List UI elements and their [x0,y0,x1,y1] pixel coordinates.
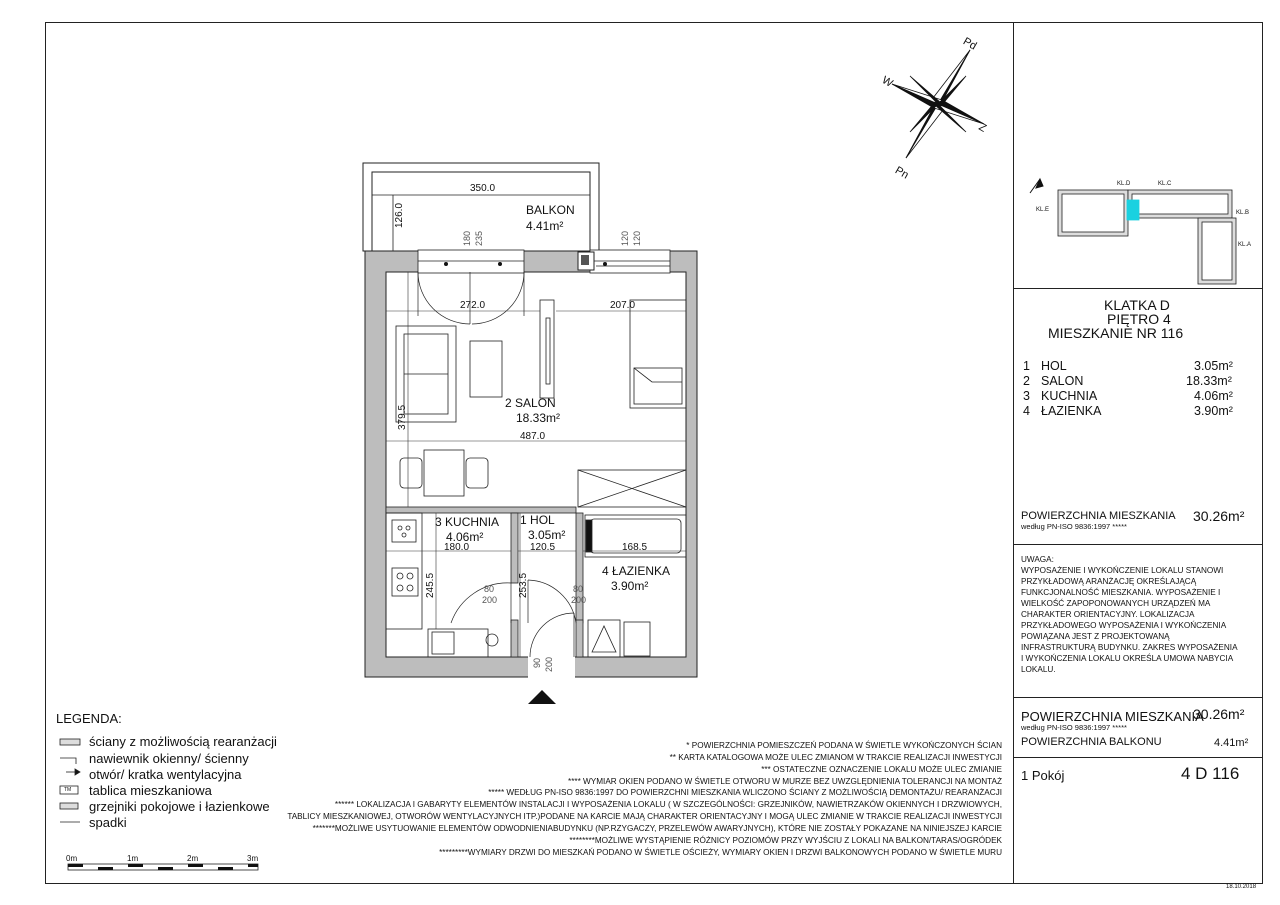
compass-label-s: Pn [892,164,911,182]
legend-item: ściany z możliwością rearanżacji [89,734,277,749]
room-row-area: 18.33m² [1186,374,1232,388]
dim-3795: 379.5 [397,404,408,430]
wardrobe [578,470,686,507]
scale-label: 0m [66,854,78,863]
door-mark-e-b: 200 [544,656,554,672]
room-row-num: 3 [1023,389,1030,403]
door-mark-k-b: 200 [482,595,498,605]
key-plan [1058,190,1236,284]
lazienka-area: 3.90m² [611,579,649,593]
dim-272: 272.0 [460,300,486,311]
dim-2535: 253.5 [518,572,529,598]
kuchnia-label: 3 KUCHNIA [435,515,500,529]
dim-487: 487.0 [520,431,546,442]
uwaga-line: CHARAKTER ORIENTACYJNY. LOKALIZACJA [1021,610,1195,619]
door-mark-h-b: 200 [571,595,587,605]
balkon-value: 4.41m² [1214,737,1249,749]
room-row-name: KUCHNIA [1041,389,1098,403]
outer-walls [365,251,697,677]
key-plan-north-icon [1030,179,1043,193]
pow-sub: według PN-ISO 9836:1997 ***** [1021,522,1127,531]
legend-item: grzejniki pokojowe i łazienkowe [89,799,270,814]
entrance-arrow-icon [528,690,556,704]
door-mark-k-a: 80 [484,584,495,594]
legend-item: nawiewnik okienny/ ścienny [89,751,249,766]
uwaga-line: POWIĄZANA JEST Z PROJEKTOWANĄ [1021,632,1170,641]
tv-cabinet [540,300,554,398]
pietro-title: PIĘTRO 4 [1107,311,1171,327]
room-row-area: 3.90m² [1194,404,1233,418]
keyplan-label-d: KL.D [1117,181,1131,187]
lazienka-label: 4 ŁAZIENKA [602,564,671,578]
keyplan-label-c: KL.C [1158,181,1172,187]
window-mark-235: 235 [474,230,484,246]
room-row-name: SALON [1041,374,1084,388]
window-opening-2 [590,250,670,273]
room-row-name: HOL [1041,359,1067,373]
pow-label: POWIERZCHNIA MIESZKANIA [1021,510,1176,522]
apartment-code: 4 D 116 [1181,764,1240,783]
door-mark-h-a: 80 [573,584,584,594]
dim-180: 180.0 [444,542,470,553]
window-mark-120b: 120 [632,230,642,246]
compass-icon [892,50,984,158]
room-row-area: 3.05m² [1194,359,1233,373]
mieszkanie-title: MIESZKANIE NR 116 [1048,325,1184,341]
uwaga-line: I WYKOŃCZENIA LOKALU OKREŚLA UMOWA NABYCIA [1021,654,1234,663]
uwaga-line: INFRASTRUKTURĄ BUDYNKU. ZAKRES WYPOSAŻENIA [1021,643,1238,652]
hol-area: 3.05m² [528,528,566,542]
room-row-name: ŁAZIENKA [1041,404,1102,418]
compass-label-n: Pd [960,35,979,53]
footnote: ********MOŻLIWE WYSTĄPIENIE RÓŻNICY POZIOMÓW PRZY WYJŚCIU Z LOKALI NA BALKON/TARAS/OGRÓDEK [569,836,1002,845]
uwaga-line: PRZYKŁADOWEGO WYPOSAŻENIA I WYKOŃCZENIA [1021,621,1227,630]
room-row-num: 4 [1023,404,1030,418]
footnote: * POWIERZCHNIA POMIESZCZEŃ PODANA W ŚWIETLE WYKOŃCZONYCH ŚCIAN [686,741,1002,750]
legend-symbols [60,739,80,822]
dim-207: 207.0 [610,300,636,311]
footnote: ****** LOKALIZACJA I GABARYTY ELEMENTÓW INSTALACJI I WYPOSAŻENIA LOKALU ( W SZCZEGÓLNOŚCI: GRZEJNIKÓW, NAWIETRZAKÓW OKIENNYCH I DRZWIOWYCH, [334,800,1002,809]
balcony-depth-dim: 126.0 [394,202,405,228]
uwaga-line: PRZYKŁADOWĄ ARANŻACJĘ OKREŚLAJĄCĄ [1021,577,1197,586]
uwaga-line: FUNKCJONALNOŚĆ MIESZKANIA. WYPOSAŻENIE I [1021,588,1221,597]
scale-bar [68,864,258,870]
door-mark-e-a: 90 [532,657,542,668]
window-mark-180: 180 [462,230,472,246]
window-opening-1 [418,250,524,273]
klatka-title: KLATKA D [1104,297,1170,313]
scale-label: 3m [247,854,259,863]
footnote: ***** WEDŁUG PN-ISO 9836:1997 DO POWIERZCHNI MIESZKANIA WLICZONO ŚCIANY Z MOŻLIWOŚCIĄ DEMONTAŻU/ REARANŻACJI [488,788,1002,797]
dim-1205: 120.5 [530,542,556,553]
pow2-value: 30.26m² [1193,706,1245,722]
date-stamp: 18.10.2018 [1226,884,1257,890]
room-row-num: 2 [1023,374,1030,388]
footnote: *******MOŻLIWE USYTUOWANIE ELEMENTÓW ODWODNIENIABUDYNKU (NP.RZYGACZY, PRZELEWÓW AWARYJNYCH), KTÓRE NIE ZOSTAŁY POKAZANE NA NINIEJSZEJ KARCIE [312,824,1002,833]
uwaga-line: LOKALU. [1021,665,1056,674]
hol-label: 1 HOL [520,513,555,527]
compass-label-w: W [879,74,895,90]
balkon-label: POWIERZCHNIA BALKONU [1021,736,1162,748]
coffee-table [470,341,502,397]
footnote: **** WYMIAR OKIEN PODANO W ŚWIETLE OTWORU W MURZE BEZ UWZGLĘDNIENIA TOLERANCJI NA MONTAŻ [568,777,1002,786]
footnote: *********WYMIARY DRZWI DO MIESZKAŃ PODANO W ŚWIETLE OŚCIEŻY, WYMIARY OKIEN I DRZWI BALKONOWYCH PODANO W ŚWIETLE MURU [439,848,1002,857]
footnote: TABLICY MIESZKANIOWEJ, OTWORÓW WENTYLACYJNYCH ITP.)PODANE NA KARCIE MAJĄ CHARAKTER ORIENTACYJNY I MOGĄ ULEC ZMIANIE W TRAKCIE REALIZACJI INWESTYCJI [287,812,1002,821]
room-row-num: 1 [1023,359,1030,373]
legend-tm: TM [64,787,72,793]
keyplan-label-e: KL.E [1036,207,1050,213]
keyplan-label-b: KL.B [1236,210,1250,216]
salon-label: 2 SALON [505,396,556,410]
pow2-label: POWIERZCHNIA MIESZKANIA [1021,709,1204,724]
balcony-area: 4.41m² [526,219,564,233]
uwaga-line: WIELKOŚĆ ZAPOPONOWANYCH URZĄDZEŃ MA [1021,599,1211,608]
scale-label: 1m [127,854,139,863]
pow2-sub: według PN-ISO 9836:1997 ***** [1021,723,1127,732]
legend-item: otwór/ kratka wentylacyjna [89,767,242,782]
balcony-width-dim: 350.0 [470,183,496,194]
window-mark-120a: 120 [620,230,630,246]
uwaga-line: WYPOSAŻENIE I WYKOŃCZENIE LOKALU STANOWI [1021,566,1224,575]
room-row-area: 4.06m² [1194,389,1233,403]
pokoj-label: 1 Pokój [1021,768,1065,783]
compass-label-e: Z [976,121,989,135]
keyplan-label-a: KL.A [1238,242,1252,248]
pow-value: 30.26m² [1193,508,1245,524]
legend-title: LEGENDA: [56,711,122,726]
kuchnia-area: 4.06m² [446,530,484,544]
footnote: ** KARTA KATALOGOWA MOŻE ULEC ZMIANOM W TRAKCIE REALIZACJI INWESTYCJI [669,753,1002,762]
legend-item: tablica mieszkaniowa [89,783,212,798]
salon-area: 18.33m² [516,411,561,425]
scale-label: 2m [187,854,199,863]
balcony-name: BALKON [526,203,575,217]
footnote: *** OSTATECZNE OZNACZENIE LOKALU MOŻE ULEC ZMIANIE [761,765,1002,774]
bathroom-fixtures [588,620,650,657]
legend-item: spadki [89,815,127,830]
dining-set [400,450,488,496]
dim-1685: 168.5 [622,542,648,553]
dim-2455: 245.5 [425,572,436,598]
uwaga-title: UWAGA: [1021,555,1054,564]
bed [630,300,686,408]
